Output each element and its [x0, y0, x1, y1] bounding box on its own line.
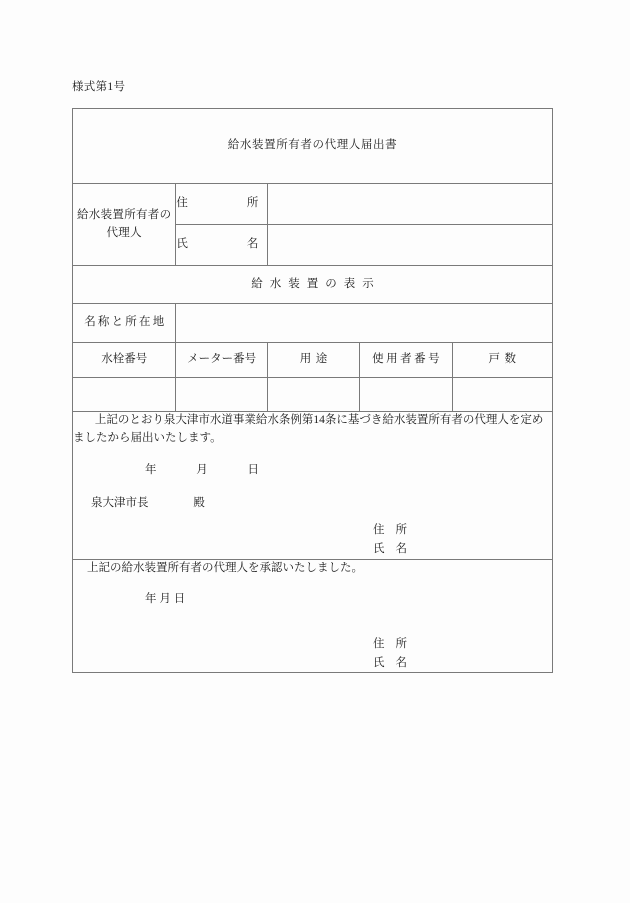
table-row-title: [73, 109, 553, 184]
declaration-signature-address-label: 住所: [373, 524, 418, 537]
agent-name-label-char2: 名: [246, 238, 259, 251]
table-row-declaration: [73, 412, 553, 560]
approval-day-label: 日: [173, 593, 186, 606]
cell-meter-number[interactable]: [176, 378, 267, 412]
column-header-tap-number: 水栓番号: [73, 343, 176, 378]
agent-name-label-char1: 氏: [176, 238, 188, 251]
column-header-household-count: 戸数: [452, 343, 552, 378]
addressee-name: 泉大津市長: [91, 497, 149, 510]
approval-body-text: 上記の給水装置所有者の代理人を承認いたしました。: [87, 561, 363, 574]
agent-section-label: 給水装置所有者の代理人: [73, 184, 176, 266]
column-header-meter-number: メーター番号: [176, 343, 267, 378]
approval-year-label: 年: [145, 593, 157, 606]
approval-block: [73, 559, 553, 673]
declaration-signature-name-row[interactable]: [373, 540, 419, 559]
approval-signature-name-label: 氏名: [373, 656, 418, 669]
declaration-month-label: 月: [196, 463, 208, 476]
approval-signature-address-row[interactable]: [373, 635, 419, 654]
declaration-addressee-line: [73, 495, 552, 513]
approval-month-label: 月: [159, 593, 171, 606]
cell-user-number[interactable]: [360, 378, 452, 412]
table-row-name-location: [73, 304, 553, 343]
table-row-agent-address: [73, 184, 553, 225]
approval-date-line[interactable]: [73, 591, 552, 609]
approval-signature-address-label: 住所: [373, 638, 418, 651]
form-number-label: 様式第1号: [72, 81, 126, 93]
declaration-day-label: 日: [247, 463, 259, 476]
cell-household-count[interactable]: [452, 378, 552, 412]
table-row-column-headers: [73, 343, 553, 378]
declaration-signature-address-row[interactable]: [373, 521, 419, 540]
approval-signature-block: [73, 635, 552, 672]
cell-tap-number[interactable]: [73, 378, 176, 412]
form-title: 給水装置所有者の代理人届出書: [73, 109, 553, 184]
name-location-input[interactable]: [176, 304, 553, 343]
column-header-user-number: 使用者番号: [360, 343, 452, 378]
cell-usage[interactable]: [267, 378, 359, 412]
notification-form-table: [72, 108, 553, 673]
agent-name-input[interactable]: [267, 225, 552, 266]
agent-name-label: [176, 225, 267, 266]
equipment-section-header: 給水装置の表示: [73, 266, 553, 304]
table-row-equipment-header: [73, 266, 553, 304]
declaration-date-line[interactable]: [73, 462, 552, 480]
agent-address-input[interactable]: [267, 184, 552, 225]
declaration-signature-block: [73, 521, 552, 558]
table-row-equipment-data: [73, 378, 553, 412]
declaration-block: [73, 412, 553, 560]
approval-signature-name-row[interactable]: [373, 654, 419, 673]
declaration-signature-name-label: 氏名: [373, 542, 418, 555]
agent-address-label-char1: 住: [176, 197, 188, 210]
declaration-body-text: 上記のとおり泉大津市水道事業給水条例第14条に基づき給水装置所有者の代理人を定めましたから届出いたします。: [73, 414, 544, 444]
addressee-honorific: 殿: [193, 497, 205, 510]
table-row-approval: [73, 559, 553, 673]
declaration-year-label: 年: [145, 463, 157, 476]
agent-address-label: [176, 184, 267, 225]
column-header-usage: 用途: [267, 343, 359, 378]
name-location-label: 名称と所在地: [73, 304, 176, 343]
agent-address-label-char2: 所: [246, 197, 259, 210]
